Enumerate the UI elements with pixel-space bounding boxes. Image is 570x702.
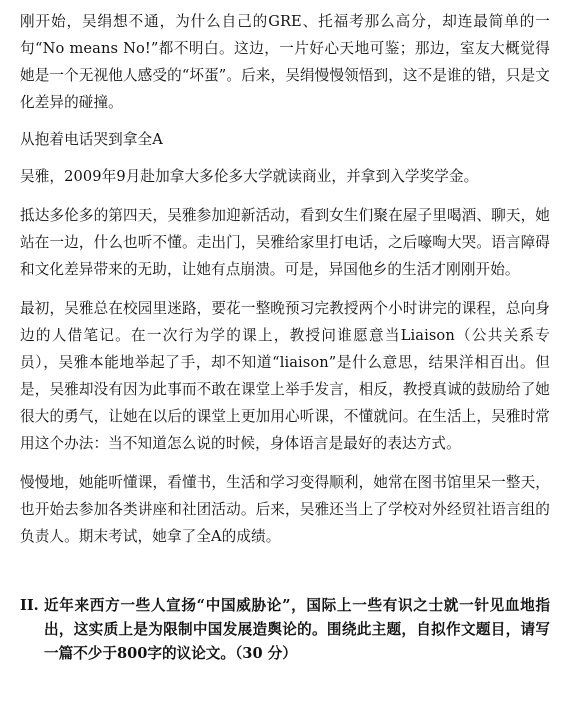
paragraph-intro-wuya: 吴雅，2009年9月赴加拿大多伦多大学就读商业，并拿到入学奖学金。	[20, 168, 479, 185]
essay-question	[20, 594, 550, 666]
question-number: II.	[20, 597, 39, 614]
paragraph-early-struggle: 最初，吴雅总在校园里迷路，要花一整晚预习完教授两个小时讲完的课程，总向身边的人借笔记。在一次行为学的课上，教授问谁愿意当Liaison（公共关系专员），吴雅本能地举起了手，却不知道“liaison”是什么意思，结果洋相百出。但是，吴雅却没有因为此事而不敢在课堂上举手发言，相反，教授真诚的鼓励给了她很大的勇气，让她在以后的课堂上更加用心听课，不懂就问。在生活上，吴雅时常用这个办法：当不知道怎么说的时候，身体语言是最好的表达方式。	[20, 300, 550, 452]
paragraph-arrival: 抵达多伦多的第四天，吴雅参加迎新活动，看到女生们聚在屋子里喝酒、聊天，她站在一边，什么也听不懂。走出门，吴雅给家里打电话，之后嚎啕大哭。语言障碍和文化差异带来的无助，让她有点崩溃。可是，异国他乡的生活才刚刚开始。	[20, 207, 550, 278]
paragraph-opening: 刚开始，吴绢想不通，为什么自己的GRE、托福考那么高分，却连最简单的一句“No means No!”都不明白。这边，一片好心天地可鉴；那边，室友大概觉得她是一个无视他人感受的“坏蛋”。后来，吴绢慢慢领悟到，这不是谁的错，只是文化差异的碰撞。	[20, 13, 550, 111]
section-heading: 从抱着电话哭到拿全A	[20, 131, 163, 148]
paragraph-progress: 慢慢地，她能听懂课，看懂书，生活和学习变得顺利，她常在图书馆里呆一整天，也开始去参加各类讲座和社团活动。后来，吴雅还当上了学校对外经贸社语言组的负责人。期末考试，她拿了全A的成绩。	[20, 474, 550, 545]
question-text: 近年来西方一些人宣扬“中国威胁论”，国际上一些有识之士就一针见血地指出，这实质上是为限制中国发展造舆论的。围绕此主题，自拟作文题目，请写一篇不少于800字的议论文。（30 分）	[44, 597, 550, 662]
